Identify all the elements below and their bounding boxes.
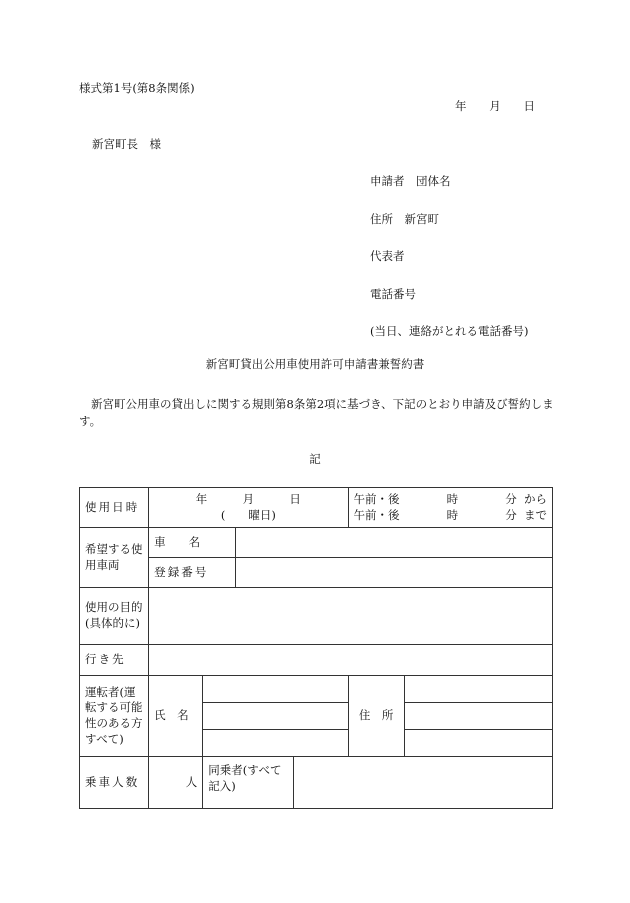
destination-row [80,645,553,676]
until-label: まで [524,507,547,522]
passengers-row [80,757,553,809]
body-text: 新宮町公用車の貸出しに関する規則第8条第2項に基づき、下記のとおり申請及び誓約します。 [79,397,554,429]
usage-month: 月 [242,491,255,506]
purpose-row [80,588,553,645]
usage-datetime-row [80,488,553,528]
car-name-label: 車 名 [149,528,236,558]
applicant-phone: 電話番号 [370,286,416,301]
registration-label: 登録番号 [149,558,236,588]
destination-field[interactable] [149,645,553,676]
time-from-row [354,492,547,508]
usage-day: 日 [289,491,301,506]
application-table [79,487,553,809]
driver-address-field-2[interactable] [404,703,552,730]
car-name-field[interactable] [236,528,553,558]
hour-from: 時 [446,491,459,506]
driver-name-field-1[interactable] [203,676,348,703]
date-month-label: 月 [489,99,501,113]
companions-field[interactable] [294,757,553,809]
passengers-label: 乗車人数 [80,757,149,809]
driver-name-label: 氏 名 [149,676,203,757]
time-until-row [354,508,547,524]
vehicle-row [80,528,553,558]
applicant-address: 住所 新宮町 [370,211,439,226]
usage-date-cell[interactable] [149,488,348,528]
driver-address-field-3[interactable] [404,730,552,757]
registration-field[interactable] [236,558,553,588]
driver-name-field-3[interactable] [203,730,348,757]
destination-label: 行き先 [80,645,149,676]
minute-until: 分 [505,507,517,522]
driver-label: 運転者(運転する可能性のある方すべて) [80,676,149,757]
usage-year: 年 [195,491,208,506]
persons-unit: 人 [185,774,198,789]
hour-until: 時 [446,507,459,522]
companions-label: 同乗者(すべて記入) [203,757,294,809]
date-day-label: 日 [523,99,535,113]
submission-date [455,99,535,115]
addressee: 新宮町長 様 [92,137,161,151]
usage-time-cell[interactable] [348,488,552,528]
registration-row [80,558,553,588]
usage-weekday: ( 曜日) [220,507,276,522]
document-title: 新宮町貸出公用車使用許可申請書兼誓約書 [205,357,425,371]
driver-address-label: 住 所 [348,676,404,757]
date-year-label: 年 [455,99,467,113]
vehicle-label: 希望する使用車両 [80,528,149,588]
purpose-label: 使用の目的(具体的に) [80,588,149,645]
applicant-block [370,174,528,362]
form-number: 様式第1号(第8条関係) [79,81,195,95]
applicant-phone-note: (当日、連絡がとれる電話番号) [370,324,529,338]
driver-name-field-2[interactable] [203,703,348,730]
driver-address-field-1[interactable] [404,676,552,703]
minute-from: 分 [505,491,517,506]
driver-row-1 [80,676,553,703]
ampm-until: 午前・後 [353,507,400,522]
ampm-from: 午前・後 [353,491,400,506]
purpose-field[interactable] [149,588,553,645]
usage-date-label: 使用日時 [80,488,149,528]
from-label: から [524,491,547,506]
applicant-organization: 申請者 団体名 [370,174,451,188]
passengers-count-cell[interactable] [149,757,203,809]
applicant-representative: 代表者 [370,249,405,263]
ki-heading: 記 [309,452,321,466]
